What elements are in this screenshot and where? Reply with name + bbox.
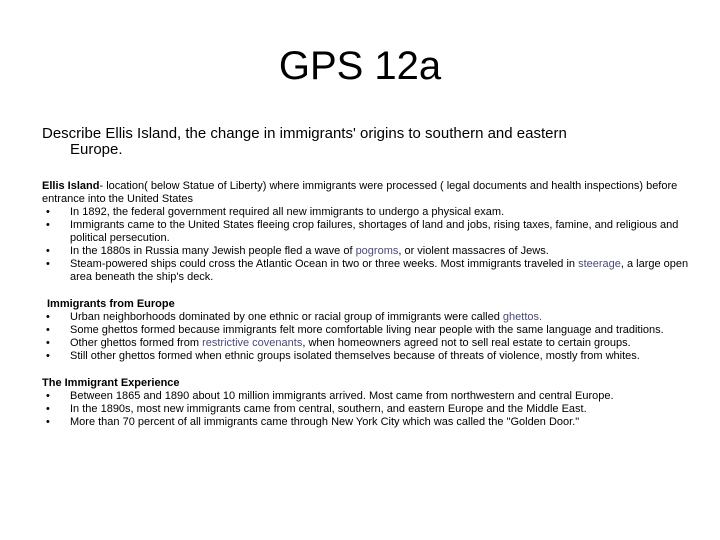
bullet-icon: • <box>46 245 50 257</box>
list-item <box>42 390 692 403</box>
item-text: In the 1890s, most new immigrants came from central, southern, and eastern Europe and the Middle East. <box>70 403 587 415</box>
list-item <box>42 337 692 350</box>
highlighted-term: pogroms <box>355 245 399 257</box>
bullet-icon: • <box>46 350 50 362</box>
heading-bold: Ellis Island <box>42 180 100 192</box>
item-text: Urban neighborhoods dominated by one ethnic or racial group of immigrants were called <box>70 311 503 323</box>
slide-title: GPS 12a <box>278 44 442 88</box>
section-immigrants-from-europe <box>42 298 692 363</box>
heading-bold: The Immigrant Experience <box>42 377 180 389</box>
heading-bold: Immigrants from Europe <box>47 298 175 310</box>
highlighted-term: ghettos. <box>502 311 543 323</box>
list-item <box>42 245 692 258</box>
subtitle-line-2: Europe. <box>70 141 123 158</box>
bullet-list <box>42 311 692 363</box>
list-item <box>42 311 692 324</box>
section-heading <box>42 180 692 206</box>
bullet-list <box>42 206 692 284</box>
bullet-icon: • <box>46 416 50 428</box>
list-item <box>42 324 692 337</box>
list-item <box>42 350 692 363</box>
list-item <box>42 258 692 284</box>
bullet-icon: • <box>46 324 50 336</box>
item-text: Between 1865 and 1890 about 10 million immigrants arrived. Most came from northwestern and central Europe. <box>70 390 614 402</box>
highlighted-term: steerage <box>578 258 621 270</box>
item-text: Some ghettos formed because immigrants felt more comfortable living near people with the same language and traditions. <box>70 324 664 336</box>
item-text: Immigrants came to the United States fleeing crop failures, shortages of land and jobs, rising taxes, famine, and religious and political persecution. <box>70 219 679 244</box>
slide-body <box>42 180 692 443</box>
bullet-icon: • <box>46 337 50 349</box>
bullet-list <box>42 390 692 429</box>
bullet-icon: • <box>46 206 50 218</box>
item-text: More than 70 percent of all immigrants came through New York City which was called the "Golden Door." <box>70 416 580 428</box>
item-text: , a large open area beneath the ship's deck. <box>70 258 689 283</box>
slide-subtitle <box>42 126 682 158</box>
section-heading <box>42 377 692 390</box>
bullet-icon: • <box>46 390 50 402</box>
item-text: , when homeowners agreed not to sell real estate to certain groups. <box>302 337 631 349</box>
item-text: Steam-powered ships could cross the Atlantic Ocean in two or three weeks. Most immigrants traveled in <box>70 258 579 270</box>
section-ellis-island <box>42 180 692 284</box>
item-text: , or violent massacres of Jews. <box>398 245 549 257</box>
item-text: In the 1880s in Russia many Jewish people fled a wave of <box>70 245 356 257</box>
item-text: Still other ghettos formed when ethnic groups isolated themselves because of threats of violence, mostly from whites. <box>70 350 640 362</box>
bullet-icon: • <box>46 219 50 231</box>
bullet-icon: • <box>46 311 50 323</box>
subtitle-line-1: Describe Ellis Island, the change in immigrants' origins to southern and eastern <box>42 125 567 142</box>
bullet-icon: • <box>46 403 50 415</box>
item-text: Other ghettos formed from <box>70 337 203 349</box>
list-item <box>42 206 692 219</box>
heading-rest: - location( below Statue of Liberty) where immigrants were processed ( legal documents and health inspections) before entrance into the United States <box>42 180 678 205</box>
list-item <box>42 416 692 429</box>
bullet-icon: • <box>46 258 50 270</box>
section-immigrant-experience <box>42 377 692 429</box>
highlighted-term: restrictive covenants <box>202 337 303 349</box>
list-item <box>42 219 692 245</box>
section-heading <box>42 298 692 311</box>
list-item <box>42 403 692 416</box>
item-text: In 1892, the federal government required all new immigrants to undergo a physical exam. <box>70 206 505 218</box>
